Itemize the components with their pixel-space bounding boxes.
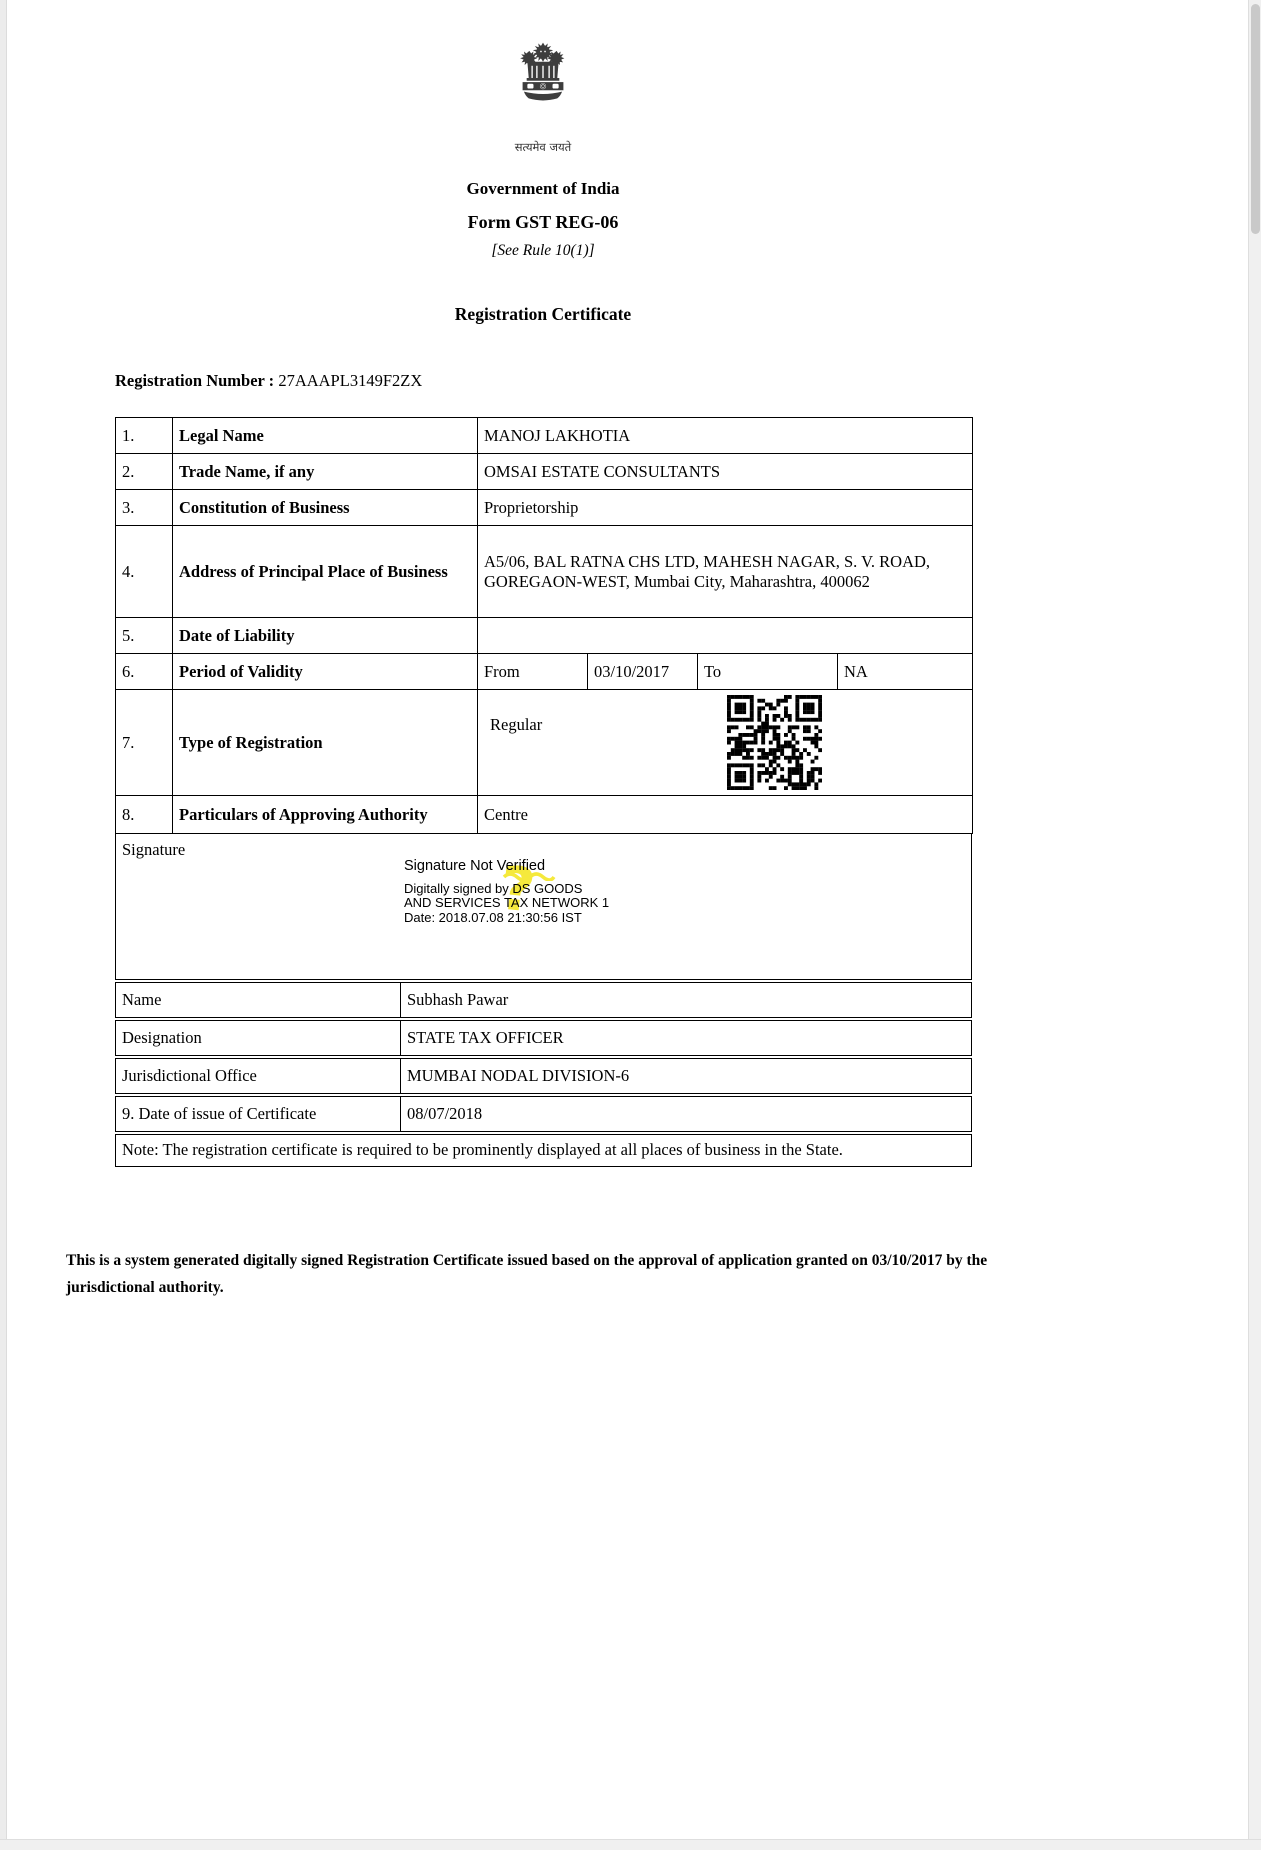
row-value: MANOJ LAKHOTIA: [478, 418, 973, 454]
footer-statement: This is a system generated digitally signed Registration Certificate issued based on the approval of application granted on 03/10/2017 by the jurisdictional authority.: [66, 1251, 988, 1296]
officer-designation-label: Designation: [116, 1021, 401, 1055]
officer-designation-row: [115, 1020, 972, 1056]
table-row-trade-name: [116, 454, 973, 490]
vertical-scrollbar-thumb[interactable]: [1251, 4, 1260, 234]
signature-underline-scribble-icon: [502, 871, 556, 881]
row-value: [478, 618, 973, 654]
row-value: Centre: [478, 796, 973, 834]
signature-scribble-icon: ?: [496, 852, 539, 927]
signature-section: [115, 833, 972, 980]
jurisdictional-office-label: Jurisdictional Office: [116, 1059, 401, 1093]
date-of-issue-label: 9. Date of issue of Certificate: [116, 1097, 401, 1131]
jurisdictional-office-row: [115, 1058, 972, 1094]
table-row-constitution: [116, 490, 973, 526]
rule-reference: [See Rule 10(1)]: [491, 242, 595, 259]
row-number: 2.: [116, 454, 173, 490]
digital-signature-block: [404, 852, 664, 927]
digitally-signed-line-2: AND SERVICES TAX NETWORK 1: [404, 895, 610, 910]
note-text: Note: The registration certificate is required to be prominently displayed at all places of business in the State.: [122, 1140, 843, 1159]
certificate-title: Registration Certificate: [454, 304, 632, 324]
table-row-legal-name: [116, 418, 973, 454]
row-number: 6.: [116, 654, 173, 690]
row-number: 3.: [116, 490, 173, 526]
date-of-issue-value: 08/07/2018: [407, 1103, 483, 1123]
table-row-period-of-validity: [116, 654, 973, 690]
row-value: Proprietorship: [478, 490, 973, 526]
row-number: 5.: [116, 618, 173, 654]
emblem-block: [0, 38, 1086, 155]
row-number: 7.: [116, 690, 173, 796]
row-value: OMSAI ESTATE CONSULTANTS: [478, 454, 973, 490]
registration-number-label: Registration Number :: [115, 371, 275, 390]
registration-table: [115, 417, 973, 834]
validity-to-value: NA: [838, 654, 973, 690]
row-value: [478, 690, 973, 796]
registration-number-value: 27AAAPL3149F2ZX: [278, 371, 423, 390]
table-row-type-of-registration: [116, 690, 973, 796]
row-number: 1.: [116, 418, 173, 454]
government-title: Government of India: [466, 179, 620, 198]
row-label: Type of Registration: [173, 690, 478, 796]
signature-not-verified-text: Signature Not Verified: [404, 857, 546, 874]
qr-code: [727, 695, 822, 790]
row-label: Legal Name: [173, 418, 478, 454]
row-number: 4.: [116, 526, 173, 618]
table-row-approving-authority: [116, 796, 973, 834]
registration-number-line: [115, 371, 1086, 391]
row-value: A5/06, BAL RATNA CHS LTD, MAHESH NAGAR, S. V. ROAD, GOREGAON-WEST, Mumbai City, Maharashtra, 400062: [478, 526, 973, 618]
row-number: 8.: [116, 796, 173, 834]
validity-to-label: To: [698, 654, 838, 690]
row-label: Particulars of Approving Authority: [173, 796, 478, 834]
row-label: Trade Name, if any: [173, 454, 478, 490]
vertical-scrollbar-track[interactable]: [1248, 0, 1261, 1850]
viewer-left-edge: [0, 0, 7, 1850]
row-label: Constitution of Business: [173, 490, 478, 526]
validity-from-label: From: [478, 654, 588, 690]
officer-designation-value: STATE TAX OFFICER: [407, 1027, 564, 1047]
signature-label: Signature: [122, 839, 186, 859]
row-label: Date of Liability: [173, 618, 478, 654]
registration-type-value: Regular: [490, 714, 543, 734]
officer-name-label: Name: [116, 983, 401, 1017]
officer-name-value: Subhash Pawar: [407, 989, 509, 1009]
table-row-address: [116, 526, 973, 618]
validity-from-value: 03/10/2017: [588, 654, 698, 690]
date-of-issue-row: [115, 1096, 972, 1132]
jurisdictional-office-value: MUMBAI NODAL DIVISION-6: [407, 1065, 630, 1085]
india-national-emblem-icon: [509, 120, 577, 137]
emblem-motto: सत्यमेव जयते: [514, 140, 572, 154]
digitally-signed-line-3: Date: 2018.07.08 21:30:56 IST: [404, 909, 582, 925]
note-row: [115, 1134, 972, 1167]
row-label: Address of Principal Place of Business: [173, 526, 478, 618]
form-title: Form GST REG-06: [467, 212, 619, 232]
horizontal-scrollbar-track[interactable]: [0, 1839, 1261, 1850]
row-label: Period of Validity: [173, 654, 478, 690]
digitally-signed-line-1: Digitally signed by DS GOODS: [404, 880, 583, 896]
officer-name-row: [115, 982, 972, 1018]
table-row-date-of-liability: [116, 618, 973, 654]
